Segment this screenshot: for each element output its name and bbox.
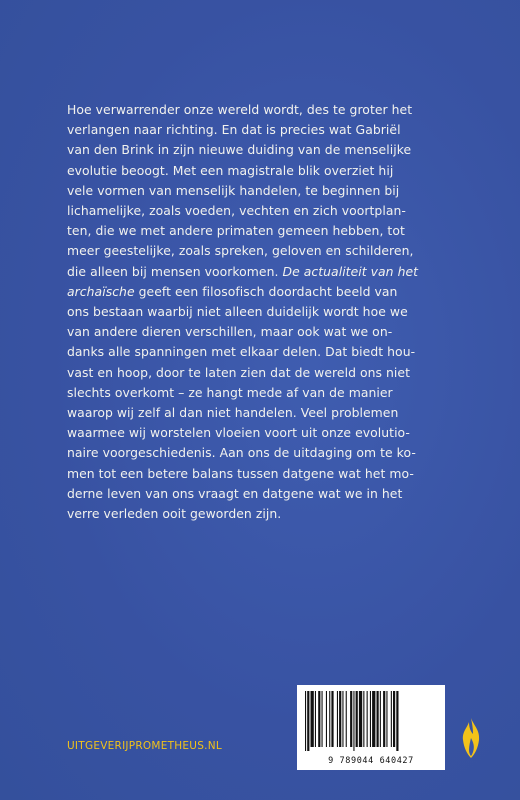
blurb-line: waarop wij zelf al dan niet handelen. Veel problemen [67, 405, 399, 421]
barcode-bar [305, 691, 306, 751]
blurb-line: lichamelijke, zoals voeden, vechten en zich voortplan- [67, 203, 406, 219]
barcode-bar [353, 691, 354, 751]
blurb-line: ons bestaan waarbij niet alleen duidelijk wordt hoe we [67, 304, 408, 320]
blurb-line: naire voorgeschiedenis. Aan ons de uitdaging om te ko- [67, 445, 416, 461]
barcode-bar [342, 691, 343, 747]
blurb-line: vele vormen van menselijk handelen, te beginnen bij [67, 182, 400, 198]
barcode-bar [370, 691, 371, 747]
barcode-bar [396, 691, 398, 751]
blurb-line: van andere dieren verschillen, maar ook wat we on- [67, 324, 393, 340]
blurb-line: vast en hoop, door te laten zien dat de wereld ons niet [67, 364, 410, 380]
barcode-bar [346, 691, 347, 747]
barcode-bar [391, 691, 392, 747]
blurb-line: ten, die we met andere primaten gemeen hebben, tot [67, 223, 405, 239]
barcode-bar [326, 691, 327, 747]
barcode-bar [331, 691, 333, 747]
barcode-bar [322, 691, 323, 747]
blurb-line-rest: geeft een filosofisch doordacht beeld van [134, 283, 398, 299]
barcode-bar [311, 691, 314, 747]
barcode-bar [372, 691, 375, 747]
blurb-line: van den Brink in zijn nieuwe duiding van de menselijke [67, 142, 412, 158]
blurb-line: meer geestelijke, zoals spreken, geloven en schilderen, [67, 243, 414, 259]
blurb-line: waarmee wij worstelen vloeien voort uit onze evolutio- [67, 425, 410, 441]
barcode-bar [380, 691, 381, 747]
isbn-barcode [297, 685, 445, 770]
isbn-digits: 9 789044 640427 [328, 756, 414, 766]
blurb-line: danks alle spanningen met elkaar delen. Dat biedt hou- [67, 344, 416, 360]
blurb-line-start: die alleen bij mensen voorkomen. [67, 263, 279, 279]
barcode-bar [315, 691, 316, 747]
barcode-bars [303, 691, 439, 751]
blurb-line: verlangen naar richting. En dat is precies wat Gabriël [67, 122, 401, 138]
blurb-line: verre verleden ooit geworden zijn. [67, 506, 282, 522]
publisher-website[interactable]: UITGEVERIJPROMETHEUS.NL [67, 740, 222, 752]
barcode-bar [363, 691, 364, 747]
barcode-bar [329, 691, 330, 747]
blurb-line: men tot een betere balans tussen datgene wat het mo- [67, 465, 414, 481]
barcode-bar [307, 691, 309, 751]
blurb-line-with-title [67, 262, 467, 282]
barcode-bar [350, 691, 352, 747]
book-title-italic-part1: De actualiteit van het [282, 263, 419, 279]
prometheus-flame-logo-icon [458, 716, 484, 760]
barcode-bar [359, 691, 362, 747]
blurb-line: derne leven van ons vraagt en datgene wat we in het [67, 485, 403, 501]
blurb-line: Hoe verwarrender onze wereld wordt, des te groter het [67, 102, 413, 117]
blurb-line: evolutie beoogt. Met een magistrale blik overziet hij [67, 162, 394, 178]
barcode-bar [356, 691, 358, 747]
barcode-bar [383, 691, 385, 747]
barcode-bar [377, 691, 379, 747]
book-title-italic-part2: archaïsche [67, 283, 135, 299]
barcode-bar [393, 691, 395, 747]
barcode-bar [367, 691, 368, 747]
barcode-bar [337, 691, 338, 747]
barcode-bar [386, 691, 387, 747]
blurb-line: slechts overkomt – ze hangt mede af van de manier [67, 384, 393, 400]
barcode-bar [339, 691, 341, 747]
blurb-line-with-title [67, 282, 467, 302]
blurb-text [67, 100, 467, 524]
barcode-bar [318, 691, 320, 747]
